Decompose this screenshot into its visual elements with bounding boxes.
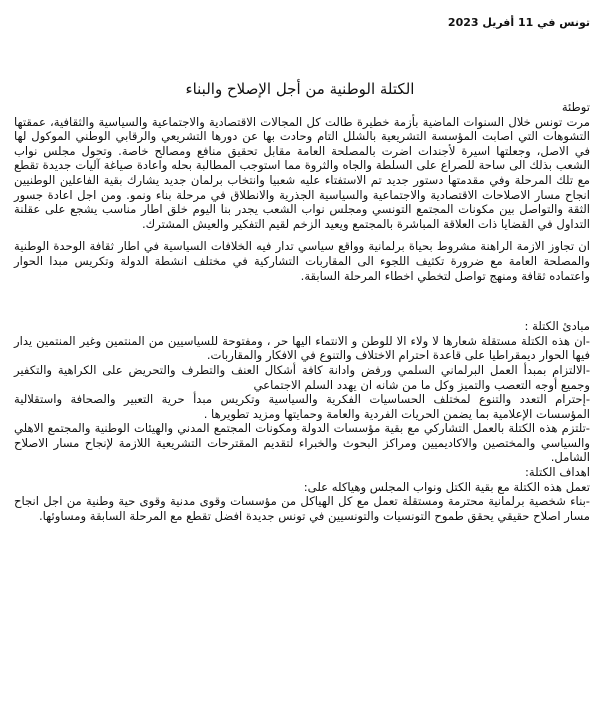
principle-item-2: -الالتزام بمبدأ العمل البرلماني السلمي ورفض وادانة كافة أشكال العنف والتطرف والتحريض على الكراهية والتكفير وجميع أوجه التعصب والتميز وكل ما من شانه ان يهدد السلم الاجتماعي — [14, 362, 590, 392]
document-body — [14, 100, 590, 523]
principle-item-4: -تلتزم هذه الكتلة بالعمل التشاركي مع بقية مؤسسات الدولة ومكونات المجتمع المدني والهيئات الوطنية والمجتمع الاهلي والسياسي والمختصين والاكاديميين ومراكز البحوث والخبراء لتقديم المقترحات التشريعية اللازمة لإنجاح مسار الاصلاح الشامل. — [14, 421, 590, 465]
principle-item-3: -إحترام التعدد والتنوع لمختلف الحساسيات الفكرية والسياسية وتكريس مبدأ حرية التعبير والصحافة واستقلالية المؤسسات الإعلامية بما يضمن الحريات الفردية والعامة وحمايتها ومزيد تطويرها . — [14, 392, 590, 421]
principles-heading: مبادئ الكتلة : — [524, 319, 590, 334]
goal-item-1: -بناء شخصية برلمانية محترمة ومستقلة تعمل مع كل الهياكل من مؤسسات وقوى مدنية وقوى حية وطنية من اجل انجاح مسار اصلاح حقيقي يحقق طموح التونسيات والتونسيين في تونس جديدة افضل تقطع مع المرحلة السابقة ومساوئها. — [14, 494, 590, 523]
goals-heading: اهداف الكتلة: — [525, 465, 590, 480]
document-date: تونس في 11 أفريل 2023 — [447, 16, 590, 29]
intro-paragraph-1: مرت تونس خلال السنوات الماضية بأزمة خطيرة طالت كل المجالات الاقتصادية والاجتماعية والسياسية والثقافية، عمقتها التشوهات التي اصابت المؤسسة التشريعية بالشلل التام وحادت بها عن دورها التشريعي والرقابي الوطني الموكول لها في الاصل، وجعلتها اسيرة لأجندات اضرت بالمصلحة العامة مقابل تحقيق منافع ومصالح خاصة. وتحول مجلس نواب الشعب بذلك الى ساحة للصراع على السلطة والجاه والثروة مما استوجب المطالبة بحله واعادة صياغة آليات جديدة تقطع مع تلك المرحلة وفي مقدمتها دستور جديد تم الاستفتاء عليه شعبيا وانتخاب برلمان جديد يشارك بقية الفاعلين الوطنيين انجاح مسار الاصلاحات الاقتصادية والاجتماعية والسياسية الجذرية والانطلاق في مرحلة بناء ونمو. ومن اجل اعادة جسور الثقة والتواصل بين مكونات المجتمع التونسي ومجلس نواب الشعب يجدر بنا اليوم خلق اطار مناسب يشجع على عقلنة التداول في القضايا ذات العلاقة المباشرة بالمجتمع ويعيد الزخم لقيم التفكير والعيش المشترك. — [14, 114, 590, 231]
principle-item-1: -ان هذه الكتلة مستقلة شعارها لا ولاء الا للوطن و الانتماء اليها حر ، ومفتوحة للسياسيين من المنتمين وغير المنتمين يدار فيها الحوار ديمقراطيا على قاعدة احترام الاختلاف والتنوع في الافكار والمقاربات. — [14, 333, 590, 363]
intro-heading: توطئة — [561, 100, 590, 114]
document-title: الكتلة الوطنية من أجل الإصلاح والبناء — [185, 80, 415, 98]
intro-paragraph-2: ان تجاوز الازمة الراهنة مشروط بحياة برلمانية وواقع سياسي تدار فيه الخلافات السياسية في اطار ثقافة الوحدة الوطنية والمصلحة العامة مع ضرورة تكثيف اللجوء الى المقاربات التشاركية في مختلف انشطة الدولة وتكريس مبدا الحوار واعتماده ثقافة ومنهج تواصل لتخطي اخطاء المرحلة السابقة. — [14, 239, 590, 283]
goals-intro: تعمل هذه الكتلة مع بقية الكتل ونواب المجلس وهياكله على: — [303, 479, 590, 494]
